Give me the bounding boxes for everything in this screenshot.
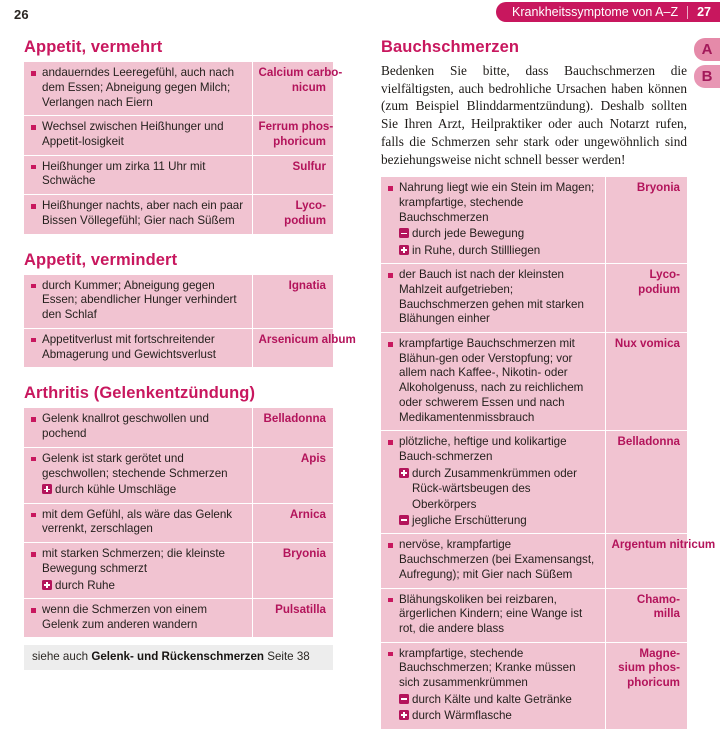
modality-text: durch Ruhe [55,578,115,592]
symptom-cell [381,588,605,642]
table-row [381,642,687,728]
table-row [381,333,687,431]
table-row [24,503,333,542]
symptom-cell [381,431,605,534]
remedy-name-line: podium [638,282,680,296]
remedy-cell [252,408,333,447]
remedy-name-line: milla [653,607,680,621]
symptom-text: nervöse, krampfartige Bauchschmerzen (bei Examensangst, Aufregung); mit Gier nach Süßem [388,538,597,582]
remedy-name-line: Apis [300,451,326,465]
modality-line [388,243,597,258]
section-title: Appetit, vermindert [24,250,178,269]
table-row [381,534,687,588]
remedy-name-line: Pulsatilla [275,603,326,617]
table-row [24,116,333,155]
modality-line [31,578,244,593]
symptom-remedy-table [381,177,716,729]
symptom-text: durch Kummer; Abneigung gegen Essen; abendlicher Hunger verhindert den Schlaf [31,279,244,323]
modality-text: durch kühle Umschläge [55,483,177,497]
remedy-name-line: Arsenicum album [258,332,356,346]
column-right [360,0,720,723]
symptom-text: Heißhunger nachts, aber nach ein paar Bissen Völlegefühl; Gier nach Süßem [31,199,244,228]
symptom-cell [381,264,605,333]
remedy-name-line: Bryonia [282,547,326,561]
symptom-text: Wechsel zwischen Heißhunger und Appetit-losigkeit [31,120,244,149]
symptom-text: Nahrung liegt wie ein Stein im Magen; krampfartige, stechende Bauchschmerzen [388,181,597,225]
symptom-cell [24,503,252,542]
symptom-cell [24,599,252,638]
symptom-text: Blähungskoliken bei reizbaren, ärgerlichen Kindern; eine Wange ist rot, die andere blass [388,593,597,637]
remedy-name-line: phoricum [627,676,680,690]
table-row [24,195,333,234]
symptom-cell [24,195,252,234]
table-row [24,599,333,638]
remedy-name-line: Nux vomica [614,337,680,351]
plus-icon [399,245,409,255]
section-intro-paragraph: Bedenken Sie bitte, dass Bauchschmerzen die vielfältigsten, auch bedrohliche Ursachen haben können (zum Beispiel Blinddarmentzündung). Deshalb sollten Sie Ihren Arzt, Heilpraktiker oder auch Notarzt rufen, falls die Schmerzen sehr stark oder ungewöhnlich sind beziehungsweise nicht schnell besser werden! [381,63,687,167]
symptom-text: wenn die Schmerzen von einem Gelenk zum anderen wandern [31,603,244,632]
remedy-name-line: Belladonna [263,412,326,426]
symptom-text: Gelenk knallrot geschwollen und pochend [31,412,244,441]
symptom-text: mit dem Gefühl, als wäre das Gelenk verrenkt, zerschlagen [31,508,244,537]
remedy-name-line: Chamo- [636,592,680,606]
remedy-name-line: Magne- [639,646,680,660]
symptom-cell [381,534,605,588]
modality-line [388,708,597,723]
symptom-text: Heißhunger um zirka 11 Uhr mit Schwäche [31,160,244,189]
symptom-cell [24,543,252,599]
modality-line [388,513,597,528]
symptom-text: andauerndes Leeregefühl, auch nach dem Essen; Abneigung gegen Milch; Verlangen nach Eiern [31,66,244,110]
symptom-cell [24,447,252,503]
modality-text: durch Wärmflasche [412,709,512,723]
minus-icon [399,228,409,238]
symptom-text: plötzliche, heftige und kolikartige Bauch-schmerzen [388,435,597,464]
symptom-text: krampfartige Bauchschmerzen mit Blähun-gen oder Verstopfung; vor allem nach Kaffee-, Nikotin- oder Alkoholgenuss, nach zu reichlichem oder schwerem Essen und nach Medikamentenmissbrauch [388,337,597,425]
remedy-name-line: Ferrum phos- [258,120,334,134]
section-title: Appetit, vermehrt [24,38,163,56]
remedy-cell [605,431,687,534]
remedy-cell [252,503,333,542]
modality-text: durch Zusammenkrümmen oder Rück-wärtsbeugen des Oberkörpers [412,466,577,511]
table-row [24,328,333,367]
remedy-cell [605,642,687,728]
remedy-name-line: Belladonna [617,435,680,449]
remedy-cell [605,264,687,333]
symptom-cell [24,155,252,194]
modality-text: durch Kälte und kalte Getränke [412,692,572,706]
modality-line [31,482,244,497]
remedy-cell [252,543,333,599]
section-title: Arthritis (Gelenkentzündung) [24,384,256,403]
minus-icon [399,515,409,525]
table-row [381,264,687,333]
modality-text: durch jede Bewegung [412,227,525,241]
symptom-cell [381,642,605,728]
symptom-text: mit starken Schmerzen; die kleinste Bewegung schmerzt [31,547,244,576]
plus-icon [399,468,409,478]
modality-text: in Ruhe, durch Stillliegen [412,243,541,257]
table-row [381,431,687,534]
page-number-right: 27 [697,5,711,19]
remedy-cell [605,588,687,642]
plus-icon [42,580,52,590]
plus-icon [399,710,409,720]
remedy-name-line: phoricum [273,135,326,149]
remedy-name-line: Argentum nitricum [611,538,716,552]
remedy-name-line: Bryonia [636,181,680,195]
cross-reference-target[interactable]: Gelenk- und Rückenschmerzen [91,650,264,664]
remedy-name-line: sium phos- [618,661,680,675]
thumb-tab-label: B [701,68,713,85]
table-row [24,408,333,447]
section-title: Bauchschmerzen [381,38,520,56]
cross-reference-page: Seite 38 [263,650,310,664]
table-row [381,588,687,642]
remedy-cell [252,275,333,329]
remedy-name-line: Arnica [289,507,326,521]
symptom-text: der Bauch ist nach der kleinsten Mahlzeit aufgetrieben; Bauchschmerzen gehen mit starken Blähungen einher [388,268,597,327]
thumb-tab-label: A [701,41,713,58]
remedy-name-line: Ignatia [288,278,326,292]
symptom-remedy-table [24,408,333,637]
remedy-cell [252,328,356,367]
remedy-cell [605,333,687,431]
table-row [381,177,687,263]
minus-icon [399,694,409,704]
remedy-cell [252,447,333,503]
symptom-cell [381,177,605,263]
remedy-cell [605,177,687,263]
table-row [24,447,333,503]
table-row [24,62,333,116]
modality-text: jegliche Erschütterung [412,513,527,527]
table-row [24,155,333,194]
cross-reference[interactable] [24,645,333,670]
running-head-title: Krankheitssymptome von A–Z [512,5,679,19]
modality-line [388,692,597,707]
symptom-text: krampfartige, stechende Bauchschmerzen; Kranke müssen sich zusammenkrümmen [388,647,597,691]
symptom-cell [24,408,252,447]
symptom-cell [24,62,252,116]
symptom-remedy-table [24,62,343,233]
remedy-cell [252,195,333,234]
symptom-text: Appetitverlust mit fortschreitender Abmagerung und Gewichtsverlust [31,333,244,362]
symptom-cell [24,116,252,155]
remedy-name-line: Lyco- [649,268,680,282]
table-row [24,543,333,599]
symptom-cell [381,333,605,431]
remedy-cell [252,62,343,116]
remedy-cell [252,599,333,638]
symptom-cell [24,328,252,367]
remedy-cell [605,534,716,588]
column-left [0,0,360,664]
remedy-cell [252,155,333,194]
symptom-text: Gelenk ist stark gerötet und geschwollen; stechende Schmerzen [31,452,244,481]
remedy-cell [252,116,333,155]
symptom-remedy-table [24,275,356,368]
remedy-name-line: Sulfur [292,159,326,173]
remedy-name-line: nicum [291,80,326,94]
symptom-cell [24,275,252,329]
remedy-name-line: Calcium carbo- [258,66,343,80]
plus-icon [42,484,52,494]
remedy-name-line: Lyco- [295,199,326,213]
cross-reference-prefix: siehe auch [32,650,92,664]
page-number-left: 26 [14,7,29,22]
modality-line [388,226,597,241]
modality-line [388,466,597,512]
table-row [24,275,333,329]
remedy-name-line: podium [284,213,326,227]
